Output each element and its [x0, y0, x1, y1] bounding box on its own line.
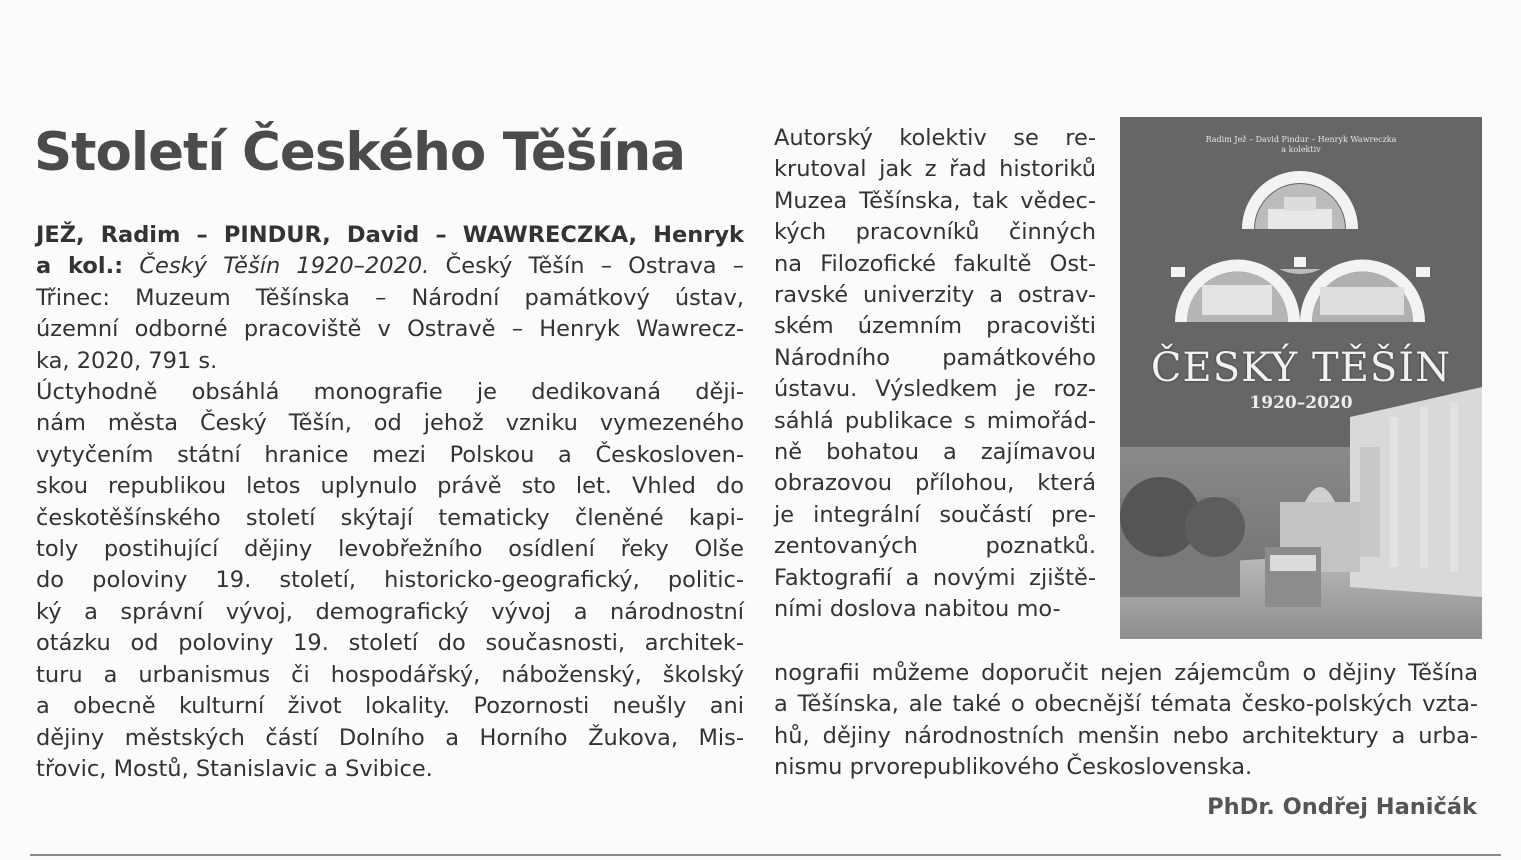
- body-line: turu a urbanismus či hospodářský, náboženský, školský: [36, 661, 744, 688]
- body-line: Faktografií a novými zjiště-: [774, 564, 1096, 591]
- body-line: ký a správní vývoj, demografický vývoj a národnostní: [36, 598, 744, 625]
- body-line: a obecně kulturní život lokality. Pozornosti neušly ani: [36, 693, 744, 720]
- body-line: krutoval jak z řad historiků: [774, 156, 1096, 183]
- body-line: je integrální součástí pre-: [774, 501, 1096, 528]
- body-line: obrazovou přílohou, která: [774, 470, 1096, 497]
- body-line: vytyčením státní hranice mezi Polskou a Českosloven-: [36, 441, 744, 468]
- review-author: PhDr. Ondřej Haničák: [1207, 794, 1477, 820]
- body-line: Národního památkového: [774, 344, 1096, 371]
- body-line: ně bohatou a zajímavou: [774, 439, 1096, 466]
- cover-authors-line-1: Radim Jež – David Pindur – Henryk Wawreczka: [1205, 135, 1397, 144]
- body-line: skou republikou letos uplynulo právě sto let. Vhled do: [36, 473, 744, 500]
- body-line: na Filozofické fakultě Ost-: [774, 250, 1096, 277]
- body-line: sáhlá publikace s mimořád-: [774, 407, 1096, 434]
- left-body-text: [36, 377, 744, 785]
- body-line: ravské univerzity a ostrav-: [774, 282, 1096, 309]
- citation-book-title: Český Těšín 1920–2020.: [139, 253, 430, 280]
- bottom-wide-text: [774, 658, 1478, 784]
- body-line: Autorský kolektiv se re-: [774, 125, 1096, 151]
- body-line: českotěšínského století skýtají tematicky členěné kapi-: [36, 504, 744, 531]
- body-line: ústavu. Výsledkem je roz-: [774, 376, 1096, 403]
- body-line: nografii můžeme doporučit nejen zájemcům o dějiny Těšína: [774, 660, 1478, 686]
- citation-authors: JEŽ, Radim – PINDUR, David – WAWRECZKA, Henryk: [36, 222, 744, 248]
- body-line: zentovaných poznatků.: [774, 533, 1096, 560]
- cover-authors-line-2: a kolektiv: [1281, 145, 1321, 154]
- body-line: dějiny městských částí Dolního a Horního Žukova, Mis-: [36, 724, 744, 751]
- left-column: [36, 220, 744, 785]
- citation-publisher: Třinec: Muzeum Těšínska – Národní památkový ústav,: [36, 284, 744, 311]
- citation-year-pages: ka, 2020, 791 s.: [36, 347, 218, 374]
- body-line: hů, dějiny národnostních menšin nebo architektury a urba-: [774, 722, 1478, 749]
- body-line: nám města Český Těšín, od jehož vzniku vymezeného: [36, 410, 744, 437]
- citation-place: Český Těšín – Ostrava –: [445, 253, 745, 280]
- body-line: ními doslova nabitou mo-: [774, 596, 1061, 623]
- cover-title: ČESKÝ TĚŠÍN: [1150, 345, 1452, 391]
- body-line: do poloviny 19. století, historicko-geografický, politic-: [36, 567, 744, 594]
- body-line: otázku od poloviny 19. století do současnosti, architek-: [36, 630, 744, 657]
- body-line: nismu prvorepublikového Československa.: [774, 754, 1253, 781]
- article-title: Století Českého Těšína: [34, 122, 686, 183]
- citation: [36, 220, 744, 377]
- citation-line-2: [36, 251, 744, 282]
- body-line: toly postihující dějiny levobřežního osídlení řeky Olše: [36, 536, 744, 563]
- right-column-text: [774, 123, 1096, 626]
- book-cover-image: [1120, 117, 1482, 639]
- body-line: ském územním pracovišti: [774, 313, 1096, 340]
- body-line: Úctyhodně obsáhlá monografie je dedikovaná ději-: [36, 379, 744, 406]
- body-line: a Těšínska, ale také o obecnější témata česko-polských vzta-: [774, 691, 1478, 718]
- body-line: Muzea Těšínska, tak vědec-: [774, 187, 1096, 214]
- citation-et-al: a kol.:: [36, 253, 124, 280]
- cover-authors: [1120, 135, 1482, 155]
- bottom-rule: [30, 854, 1501, 856]
- cover-years: 1920–2020: [1249, 393, 1353, 413]
- citation-publisher-2: územní odborné pracoviště v Ostravě – Henryk Wawrecz-: [36, 316, 744, 343]
- body-line: třovic, Mostů, Stanislavic a Svibice.: [36, 755, 433, 782]
- body-line: kých pracovníků činných: [774, 219, 1096, 246]
